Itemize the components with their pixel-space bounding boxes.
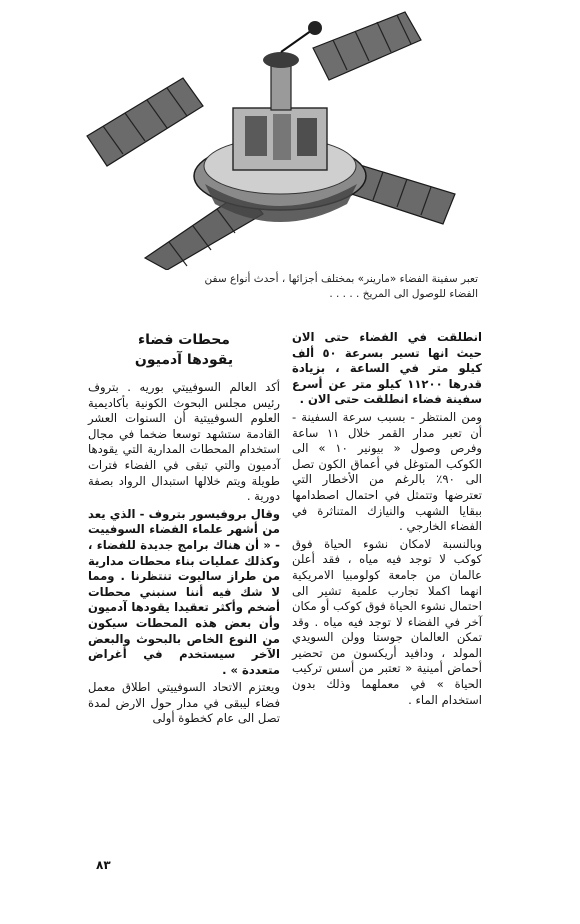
spacecraft-photo [75, 8, 485, 270]
spacecraft-image [75, 8, 485, 270]
paragraph: ويعتزم الاتحاد السوفييتي اطلاق معمل فضاء ليبقى في مدار حول الارض لمدة تصل الى عام كخطوة أولى [88, 680, 280, 726]
paragraph: وبالنسبة لامكان نشوء الحياة فوق كوكب لا توجد فيه مياه ، فقد أعلن عالمان من جامعة كولومبيا الامريكية انهما اكملا تجارب علمية تشير الى احتمال نشوء الحياة فوق كوكب أو مكان آخر في الفضاء لا توجد فيه مياه . وقد تمكن العالمان جوستا وولن السويدي المولد ، ودافيد أريكسون من تحضير أحماض أمينية « تعتبر من أسس تركيب الحياة » في معملهما وذلك بدون استخدام الماء . [292, 536, 482, 707]
paragraph: انطلقت في الفضاء حتى الان حيث انها تسير بسرعة ٥٠ ألف كيلو متر في الساعة ، بزيادة قدرها ١١٢٠٠ كيلو متر عن أسرع سفينة فضاء انطلقت حتى الان . [292, 330, 482, 407]
paragraph: ومن المنتظر - بسبب سرعة السفينة - أن تعبر مدار القمر خلال ١١ ساعة وفرص وصول « بيونير ١٠ » الى الكوكب المتوغل في أعماق الكون تصل الى ٩٠٪ بالرغم من الأخطار التي تعترضها وتتمثل في احتمال اصطدامها ببقايا الشهب والنيازك المتناثرة في الفضاء الخارجي . [292, 409, 482, 534]
paragraph: وقال بروفيسور بتروف - الذي يعد من أشهر علماء الفضاء السوفييت - « أن هناك برامج جديدة للفضاء ، وكذلك عمليات بناء محطات مدارية من طراز ساليوت تنتظرنا . ومما لا شك فيه أننا سنبني محطات أضخم وأكثر تعقيدا يقودها آدميون وأن بعض هذه المحطات سيكون من النوع الخاص بالبحوث والبعض الآخر سيستخدم في أغراض متعددة » . [88, 506, 280, 677]
article-column-right [292, 330, 482, 710]
section-heading [88, 330, 280, 370]
heading-line: يقودها آدميون [134, 352, 234, 368]
photo-caption: تعبر سفينة الفضاء «مارينر» بمختلف أجزائها ، أحدث أنواع سفن الفضاء للوصول الى المريخ . . . . . [204, 273, 478, 300]
paragraph: أكد العالم السوفييتي بوريه . بتروف رئيس مجلس البحوث الكونية بأكاديمية العلوم السوفييتية أن السنوات العشر القادمة ستشهد توسعا ضخما في مجال استخدام المحطات المدارية التي يقودها آدميون والتي تبقى في الفضاء فترات طويلة ويتم خلالها استبدال الرواد بصفة دورية . [88, 380, 280, 504]
heading-line: محطات فضاء [138, 332, 230, 348]
page-number: ٨٣ [96, 858, 111, 872]
article-column-left [88, 330, 280, 729]
